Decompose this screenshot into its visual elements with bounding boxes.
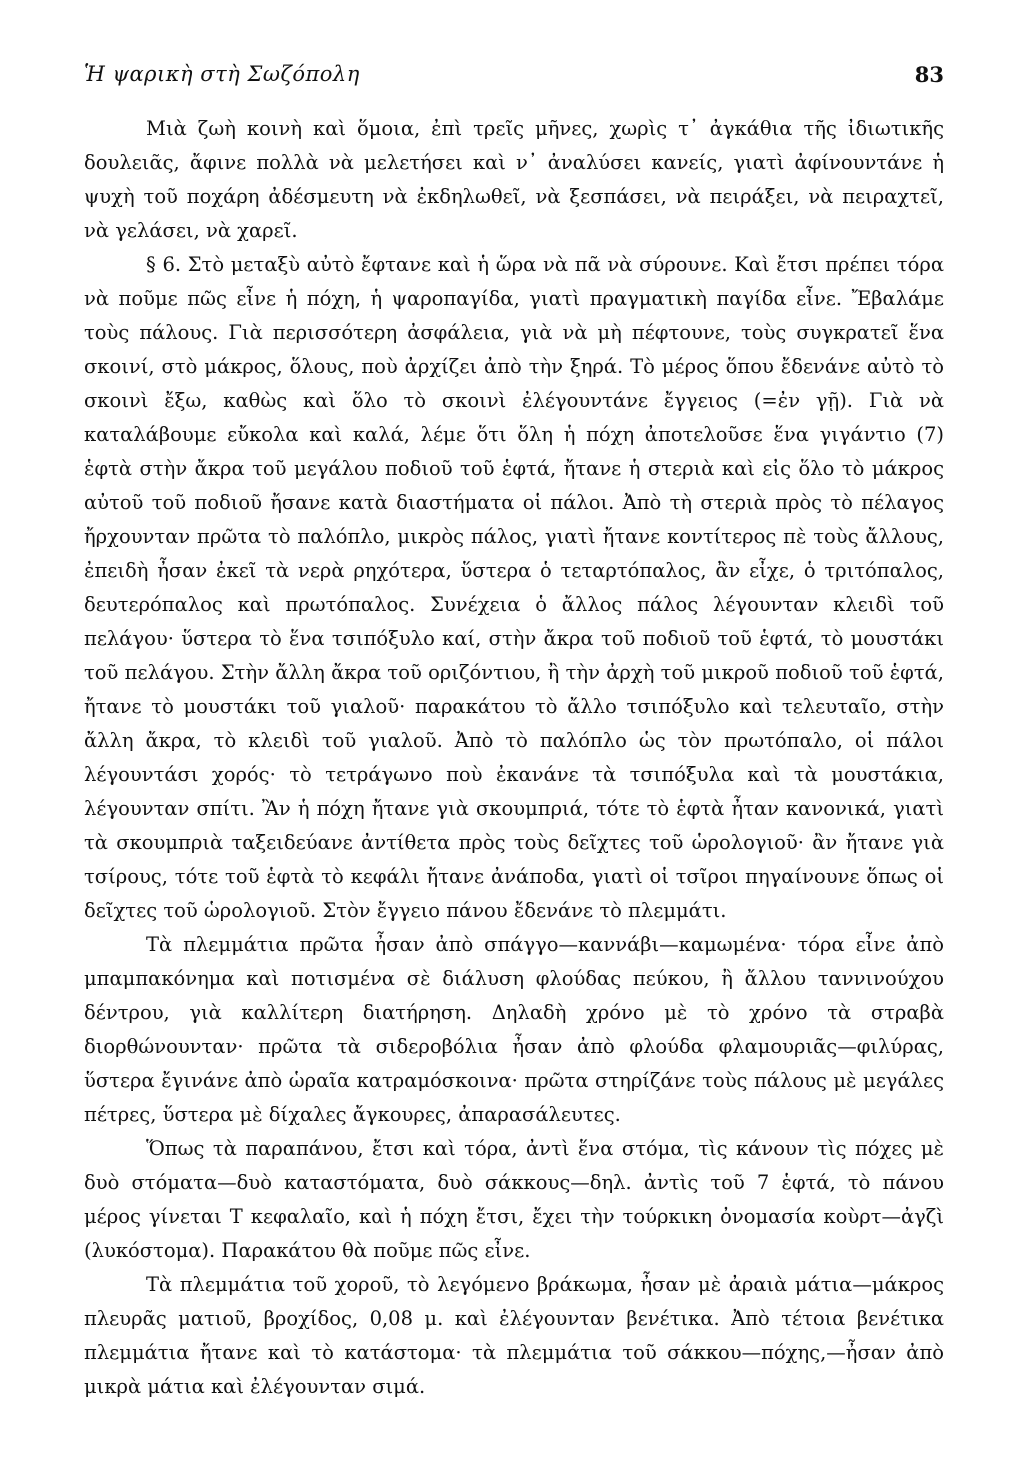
paragraph-section-6: § 6. Στὸ μεταξὺ αὐτὸ ἔφτανε καὶ ἡ ὥρα νὰ πᾶ νὰ σύρουνε. Καὶ ἔτσι πρέπει τόρα νὰ ποῦμε πῶς εἶνε ἡ πόχη, ἡ ψαροπαγίδα, γιατὶ πραγματικὴ παγίδα εἶνε. Ἔβαλάμε τοὺς πάλους. Γιὰ περισσότερη ἀσφάλεια, γιὰ νὰ μὴ πέφτουνε, τοὺς συγκρατεῖ ἕνα σκοινί, στὸ μάκρος, ὅλους, ποὺ ἀρχίζει ἀπὸ τὴν ξηρά. Τὸ μέρος ὅπου ἔδενάνε αὐτὸ τὸ σκοινὶ ἔξω, καθὼς καὶ ὅλο τὸ σκοινὶ ἐλέγουντάνε ἔγγειος (=ἐν γῇ). Γιὰ νὰ καταλάβουμε εὔκολα καὶ καλά, λέμε ὅτι ὅλη ἡ πόχη ἀποτελοῦσε ἕνα γιγάντιο (7) ἑφτὰ στὴν ἄκρα τοῦ μεγάλου ποδιοῦ τοῦ ἑφτά, ἤτανε ἡ στεριὰ καὶ εἰς ὅλο τὸ μάκρος αὐτοῦ τοῦ ποδιοῦ ἤσανε κατὰ διαστήματα οἱ πάλοι. Ἀπὸ τὴ στεριὰ πρὸς τὸ πέλαγος ἤρχουνταν πρῶτα τὸ παλόπλο, μικρὸς πάλος, γιατὶ ἤτανε κοντίτερος πὲ τοὺς ἄλλους, ἐπειδὴ ἦσαν ἐκεῖ τὰ νερὰ ρηχότερα, ὕστερα ὁ τεταρτόπαλος, ἂν εἶχε, ὁ τριτόπαλος, δευτερόπαλος καὶ πρωτόπαλος. Συνέχεια ὁ ἄλλος πάλος λέγουνταν κλειδὶ τοῦ πελάγου· ὕστερα τὸ ἕνα τσιπόξυλο καί, στὴν ἄκρα τοῦ ποδιοῦ τοῦ ἑφτά, τὸ μουστάκι τοῦ πελάγου. Στὴν ἄλλη ἄκρα τοῦ οριζόντιου, ἢ τὴν ἀρχὴ τοῦ μικροῦ ποδιοῦ τοῦ ἑφτά, ἤτανε τὸ μουστάκι τοῦ γιαλοῦ· παρακάτου τὸ ἄλλο τσιπόξυλο καὶ τελευταῖο, στὴν ἄλλη ἄκρα, τὸ κλειδὶ τοῦ γιαλοῦ. Ἀπὸ τὸ παλόπλο ὡς τὸν πρωτόπαλο, οἱ πάλοι λέγουντάσι χορός· τὸ τετράγωνο ποὺ ἐκανάνε τὰ τσιπόξυλα καὶ τὰ μουστάκια, λέγουνταν σπίτι. Ἂν ἡ πόχη ἤτανε γιὰ σκουμπριά, τότε τὸ ἑφτὰ ἦταν κανονικά, γιατὶ τὰ σκουμπριὰ ταξειδεύανε ἀντίθετα πρὸς τοὺς δεῖχτες τοῦ ὡρολογιοῦ· ἂν ἤτανε γιὰ τσίρους, τότε τοῦ ἑφτὰ τὸ κεφάλι ἤτανε ἀνάποδα, γιατὶ οἱ τσῖροι πηγαίνουνε ὅπως οἱ δεῖχτες τοῦ ὡρολογιοῦ. Στὸν ἔγγειο πάνου ἔδενάνε τὸ πλεμμάτι. [84, 253, 944, 922]
paragraph-net-meshes: Τὰ πλεμμάτια τοῦ χοροῦ, τὸ λεγόμενο βράκωμα, ἦσαν μὲ ἀραιὰ μάτια—μάκρος πλευρᾶς ματιοῦ, βροχίδος, 0,08 μ. καὶ ἐλέγουνταν βενέτικα. Ἀπὸ τέτοια βενέτικα πλεμμάτια ἤτανε καὶ τὸ κατάστομα· τὰ πλεμμάτια τοῦ σάκκου—πόχης,—ἦσαν ἀπὸ μικρὰ μάτια καὶ ἐλέγουνταν σιμά. [84, 1273, 944, 1398]
paragraph-intro: Μιὰ ζωὴ κοινὴ καὶ ὅμοια, ἐπὶ τρεῖς μῆνες, χωρὶς τ᾽ ἀγκάθια τῆς ἰδιωτικῆς δουλειᾶς, ἄφινε πολλὰ νὰ μελετήσει καὶ ν᾽ ἀναλύσει κανείς, γιατὶ ἀφίνουντάνε ἡ ψυχὴ τοῦ ποχάρη ἀδέσμευτη νὰ ἐκδηλωθεῖ, νὰ ξεσπάσει, νὰ πειράξει, νὰ πειραχτεῖ, νὰ γελάσει, νὰ χαρεῖ. [84, 117, 944, 242]
body-text [84, 112, 944, 1404]
paragraph-nets-material: Τὰ πλεμμάτια πρῶτα ἦσαν ἀπὸ σπάγγο—καννάβι—καμωμένα· τόρα εἶνε ἀπὸ μπαμπακόνημα καὶ ποτισμένα σὲ διάλυση φλούδας πεύκου, ἢ ἄλλου ταννινούχου δέντρου, γιὰ καλλίτερη διατήρηση. Δηλαδὴ χρόνο μὲ τὸ χρόνο τὰ στραβὰ διορθώνουνταν· πρῶτα τὰ σιδεροβόλια ἦσαν ἀπὸ φλούδα φλαμουριᾶς—φιλύρας, ὕστερα ἔγινάνε ἀπὸ ὡραῖα κατραμόσκοινα· πρῶτα στηρίζάνε τοὺς πάλους μὲ μεγάλες πέτρες, ὕστερα μὲ δίχαλες ἄγκουρες, ἀπαρασάλευτες. [84, 933, 944, 1126]
running-title: Ἡ ψαρικὴ στὴ Σωζόπολη [84, 62, 360, 86]
running-head [84, 62, 944, 90]
page-number: 83 [914, 62, 944, 87]
paragraph-two-mouths: Ὅπως τὰ παραπάνου, ἔτσι καὶ τόρα, ἀντὶ ἕνα στόμα, τὶς κάνουν τὶς πόχες μὲ δυὸ στόματα—δυὸ καταστόματα, δυὸ σάκκους—δηλ. ἀντὶς τοῦ 7 ἑφτά, τὸ πάνου μέρος γίνεται Τ κεφαλαῖο, καὶ ἡ πόχη ἔτσι, ἔχει τὴν τούρκικη ὀνομασία κοὺρτ—ἀγζὶ (λυκόστομα). Παρακάτου θὰ ποῦμε πῶς εἶνε. [84, 1137, 944, 1262]
